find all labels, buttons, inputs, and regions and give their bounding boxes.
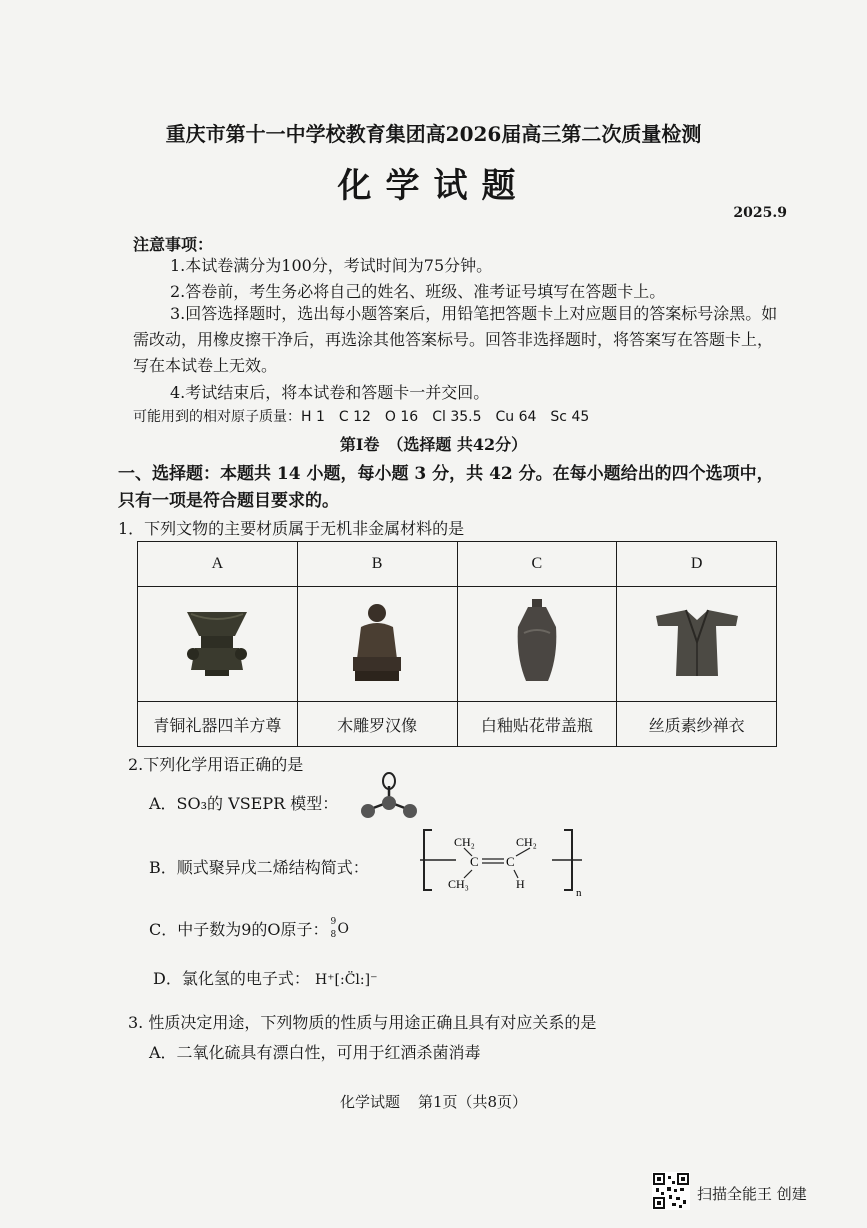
question-3-stem: 3. 性质决定用途，下列物质的性质与用途正确且具有对应关系的是	[128, 1013, 597, 1032]
option-a-letter: A	[138, 542, 298, 587]
section-instructions: 一、选择题：本题共 14 小题，每小题 3 分，共 42 分。在每小题给出的四个选项中，只有一项是符合题目要求的。	[118, 464, 774, 511]
question-2-option-c	[149, 917, 351, 941]
wooden-arhat-image	[297, 587, 457, 702]
option-d-text: D．氯化氢的电子式：	[153, 969, 310, 988]
option-c-letter: C	[457, 542, 617, 587]
question-2-option-d	[153, 966, 377, 989]
atomic-masses: 可能用到的相对原子质量：H 1 C 12 O 16 Cl 35.5 Cu 64 Sc 45	[133, 409, 590, 425]
nuclide-mass: 9	[330, 916, 337, 927]
nuclide-symbol	[329, 916, 351, 941]
arhat-statue-icon	[347, 599, 407, 685]
question-1-stem: 1．下列文物的主要材质属于无机非金属材料的是	[118, 519, 465, 538]
robe-icon	[652, 602, 742, 682]
question-3-option-a: A．二氧化硫具有漂白性，可用于红酒杀菌消毒	[149, 1043, 481, 1062]
page-footer	[0, 1091, 867, 1112]
option-b-text: B．顺式聚异戊二烯结构简式：	[149, 858, 369, 877]
qr-code-icon	[652, 1172, 690, 1210]
notice-item-2: 2.答卷前，考生务必将自己的姓名、班级、准考证号填写在答题卡上。	[170, 282, 666, 301]
bronze-zun-image	[138, 587, 298, 702]
question-2-option-b	[149, 855, 369, 878]
electron-formula: H⁺[:C̈l:]⁻	[314, 972, 378, 988]
notice-item-1: 1.本试卷满分为100分，考试时间为75分钟。	[170, 256, 493, 275]
relics-table	[137, 541, 777, 747]
option-b-letter: B	[297, 542, 457, 587]
nuclide-element: O	[337, 920, 350, 937]
footer-page: 第1页（共8页）	[417, 1093, 528, 1111]
struct-c2: C	[506, 854, 515, 869]
question-2-option-a	[149, 791, 338, 814]
struct-ch2-left: CH₂	[454, 835, 475, 849]
struct-n: n	[576, 887, 582, 896]
bronze-vessel-icon	[177, 602, 257, 682]
struct-ch2-right: CH₂	[516, 835, 537, 849]
option-b-name: 木雕罗汉像	[297, 702, 457, 747]
subject-title: 化学试题	[337, 166, 530, 206]
option-a-name: 青铜礼器四羊方尊	[138, 702, 298, 747]
school-title: 重庆市第十一中学校教育集团高2026届高三第二次质量检测	[165, 122, 702, 146]
option-d-name: 丝质素纱禅衣	[617, 702, 777, 747]
option-c-name: 白釉贴花带盖瓶	[457, 702, 617, 747]
option-d-letter: D	[617, 542, 777, 587]
struct-c1: C	[470, 854, 479, 869]
struct-ch3: CH₃	[448, 877, 469, 891]
notice-heading: 注意事项：	[133, 235, 214, 254]
vsepr-model-icon	[356, 772, 422, 824]
scanner-watermark: 扫描全能王 创建	[697, 1185, 807, 1203]
nuclide-atomic: 8	[330, 929, 337, 940]
notice-item-4: 4.考试结束后，将本试卷和答题卡一并交回。	[170, 383, 490, 402]
exam-date: 2025.9	[733, 205, 787, 221]
option-a-text: A．SO₃的 VSEPR 模型：	[149, 794, 339, 813]
volume-title: 第Ⅰ卷 （选择题 共42分）	[339, 435, 528, 454]
question-2-stem: 2.下列化学用语正确的是	[128, 755, 304, 774]
struct-h: H	[516, 877, 525, 891]
cis-polyisoprene-structure	[418, 826, 586, 896]
notice-item-3: 3.回答选择题时，选出每小题答案后，用铅笔把答题卡上对应题目的答案标号涂黑。如需改动，用橡皮擦干净后，再选涂其他答案标号。回答非选择题时，将答案写在答题卡上，写在本试卷上无效。	[133, 304, 778, 375]
vase-icon	[512, 597, 562, 687]
option-c-text: C．中子数为9的O原子：	[149, 920, 329, 939]
footer-title: 化学试题	[339, 1093, 400, 1111]
porcelain-vase-image	[457, 587, 617, 702]
silk-robe-image	[617, 587, 777, 702]
